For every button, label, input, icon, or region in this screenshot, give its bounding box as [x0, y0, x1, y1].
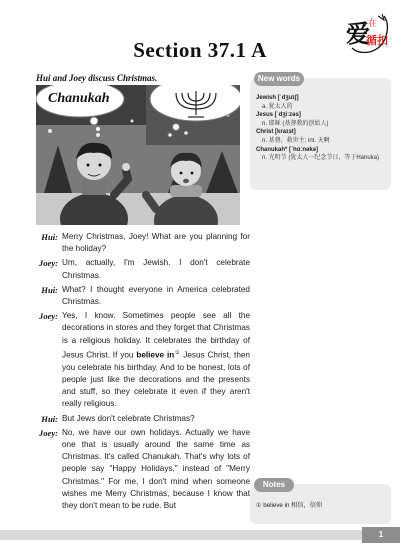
- line-text: What? I thought everyone in America celebrated Christmas.: [62, 284, 250, 307]
- line-text: No, we have our own holidays. Actually we have one that is usually around the same time as Christmas. It's called Chanukah. That's why lots of people say "Happy Holidays," instead of "Merry Christmas." For me, I don't mind when someone wishes me Merry Christmas, because I know that they don't mean to be rude. But: [62, 427, 250, 510]
- new-words-list: [256, 94, 388, 163]
- brand-char: 爱: [346, 19, 370, 48]
- vocab-definition: n. 基督，救世主; int. 天啊: [262, 137, 330, 144]
- scene-subtitle: Hui and Joey discuss Christmas.: [36, 73, 158, 83]
- vocab-definition: n. 光明节 (犹太人一纪念节日，等于Hanuka): [262, 155, 380, 162]
- note-item: ① believe in 相信，信仰: [256, 502, 323, 509]
- brand-logo: [344, 10, 390, 56]
- speaker-label: Joey:: [38, 427, 58, 438]
- notes-heading: Notes: [254, 478, 294, 492]
- dialog-line: [20, 413, 250, 425]
- vocab-highlight: believe in: [136, 350, 175, 360]
- page-title: Section 37.1 A: [133, 38, 267, 62]
- scene-illustration: [36, 85, 240, 225]
- brand-bottom-text: 循扣: [366, 35, 388, 47]
- vocab-definition: n. 耶稣 (基督教的创始人): [262, 120, 329, 127]
- line-text-part: Jesus Christ, then you celebrate his birthday. And to be honest, lots of people just like the decorations and the presents and stuff, so they celebrate it even if they aren't really religious.: [62, 350, 250, 409]
- new-words-heading: New words: [254, 72, 304, 86]
- line-text: Um, actually, I'm Jewish. I don't celebrate Christmas.: [62, 258, 250, 280]
- vocab-word: Jesus [ˈdʒiːzəs]: [256, 112, 301, 119]
- line-text: [62, 310, 250, 410]
- vocab-word: Chanukah* [ˈhɑːnəkə]: [256, 146, 319, 153]
- speaker-label: Joey:: [38, 258, 58, 269]
- speaker-label: Hui:: [41, 232, 58, 242]
- vocab-definition: a. 犹太人的: [262, 103, 293, 110]
- footnote-marker: ①: [174, 349, 181, 356]
- page-footer-bar: [0, 530, 400, 540]
- dialog-line: [20, 310, 250, 410]
- vocab-word: Jewish [ˈdʒuɪʃ]: [256, 95, 299, 101]
- vocab-word: Christ [kraɪst]: [256, 129, 296, 136]
- chanukah-bubble-label: Chanukah: [48, 91, 110, 106]
- line-text: Merry Christmas, Joey! What are you planning for the holiday?: [62, 232, 250, 254]
- dialog: [20, 231, 250, 514]
- brand-top-text: 在: [368, 18, 378, 28]
- line-text-part: Yes, I know. Sometimes people see all the decorations in stores and they forget that Christmas is a religious holiday. It celebrates the birthday of Jesus Christ. If you: [62, 311, 250, 360]
- speaker-label: Joey:: [38, 311, 58, 322]
- dialog-line: [20, 257, 250, 281]
- line-text: But Jews don't celebrate Christmas?: [62, 413, 195, 423]
- page-number: 1: [362, 527, 400, 543]
- dialog-line: [20, 284, 250, 308]
- dialog-line: [20, 427, 250, 512]
- speaker-label: Hui:: [41, 413, 58, 424]
- speaker-label: Hui:: [41, 284, 58, 295]
- dialog-line: [20, 231, 250, 255]
